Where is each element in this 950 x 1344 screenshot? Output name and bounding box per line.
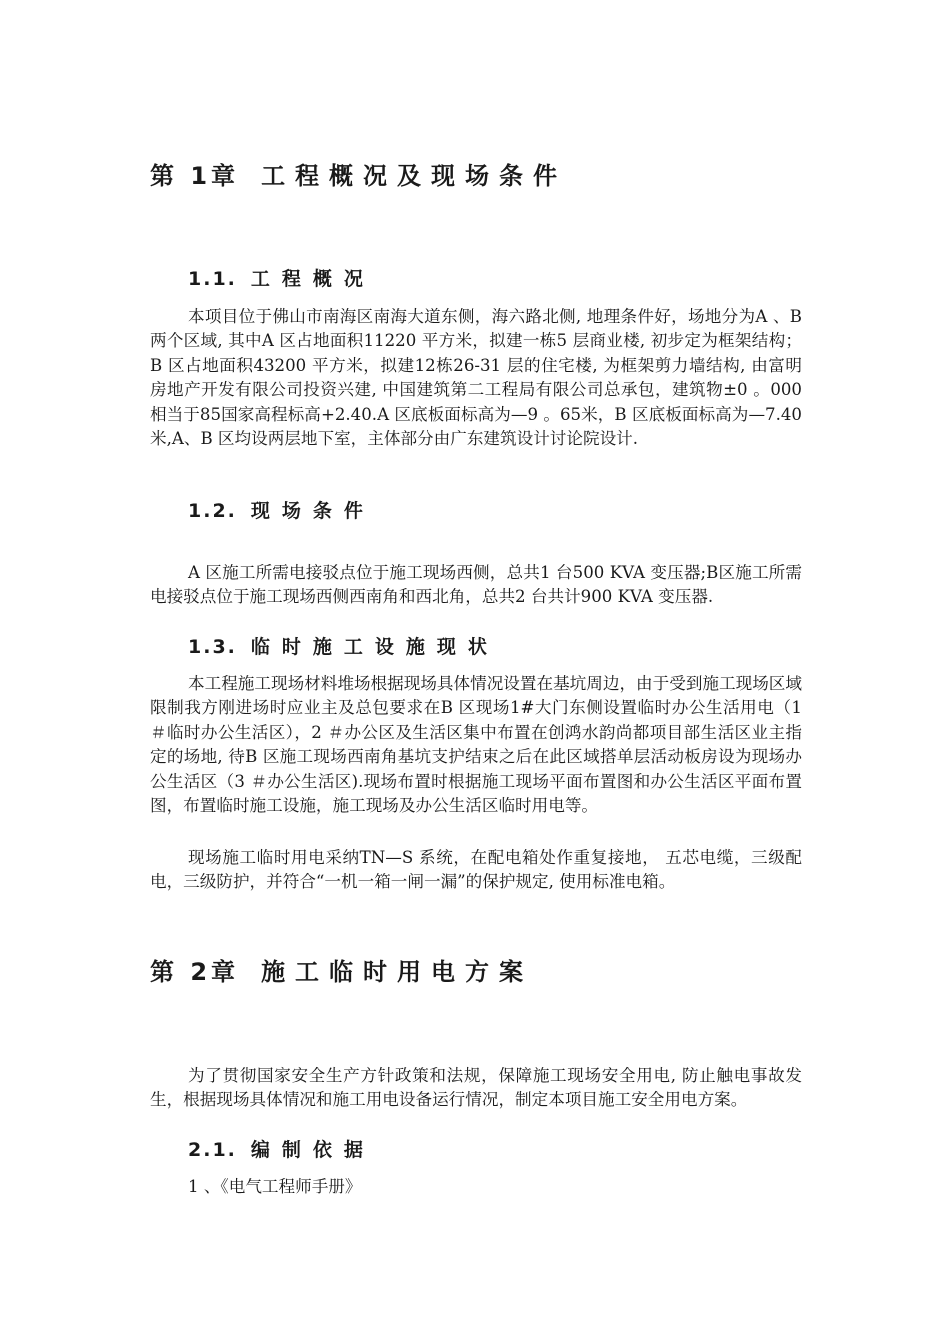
section-title: 临时施工设施现状: [250, 636, 499, 658]
section-1-2-heading: [188, 498, 375, 524]
section-1-1-heading: [188, 266, 375, 292]
section-1-1-paragraph: 本项目位于佛山市南海区南海大道东侧，海六路北侧, 地理条件好，场地分为A 、B 两个区域, 其中A 区占地面积11220 平方米，拟建一栋5 层商业楼, 初步定为框架结构；B 区占地面积43200 平方米，拟建12栋26-31 层的住宅楼, 为框架剪力墙结构, 由富明房地产开发有限公司投资兴建, 中国建筑第二工程局有限公司总承包，建筑物±0 。000 相当于85国家高程标高+2.40.A 区底板面标高为—9 。65米，B 区底板面标高为—7.40米,A、B 区均设两层地下室，主体部分由广东建筑设计讨论院设计.: [150, 307, 802, 449]
chapter-1-heading: [150, 161, 567, 191]
chapter-2-heading: [150, 957, 533, 987]
section-1-3-heading: [188, 634, 499, 660]
chapter-2-intro: 为了贯彻国家安全生产方针政策和法规，保障施工现场安全用电, 防止触电事故发生，根据现场具体情况和施工用电设备运行情况，制定本项目施工安全用电方案。: [150, 1066, 802, 1110]
section-2-1-heading: [188, 1137, 375, 1163]
section-number: 1.2.: [188, 500, 237, 522]
chapter-2-title: 施工临时用电方案: [261, 958, 534, 986]
section-title: 现场条件: [250, 500, 375, 522]
section-number: 1.1.: [188, 268, 237, 290]
section-title: 编制依据: [250, 1139, 375, 1161]
chapter-2-number: 第 2章: [150, 958, 240, 986]
section-1-2-paragraph: A 区施工所需电接驳点位于施工现场西侧，总共1 台500 KVA 变压器;B区施工所需电接驳点位于施工现场西侧西南角和西北角，总共2 台共计900 KVA 变压器.: [150, 563, 802, 606]
chapter-1-number: 第 1章: [150, 162, 240, 190]
section-title: 工程概况: [250, 268, 375, 290]
section-number: 1.3.: [188, 636, 237, 658]
reference-item: 1 、《电气工程师手册》: [188, 1177, 362, 1196]
section-1-3-paragraph: 本工程施工现场材料堆场根据现场具体情况设置在基坑周边，由于受到施工现场区域限制我方刚进场时应业主及总包要求在B 区现场1#大门东侧设置临时办公生活用电（1 ＃临时办公生活区），2 ＃办公区及生活区集中布置在创鸿水韵尚都项目部生活区业主指定的场地, 待B 区施工现场西南角基坑支护结束之后在此区域搭单层活动板房设为现场办公生活区（3 ＃办公生活区).现场布置时根据施工现场平面布置图和办公生活区平面布置图，布置临时施工设施，施工现场及办公生活区临时用电等。: [150, 674, 802, 816]
section-1-3-paragraph-2: 现场施工临时用电采纳TN—S 系统，在配电箱处作重复接地， 五芯电缆，三级配电，三级防护，并符合“一机一箱一闸一漏”的保护规定, 使用标准电箱。: [150, 848, 802, 892]
section-number: 2.1.: [188, 1139, 237, 1161]
chapter-1-title: 工程概况及现场条件: [261, 162, 568, 190]
